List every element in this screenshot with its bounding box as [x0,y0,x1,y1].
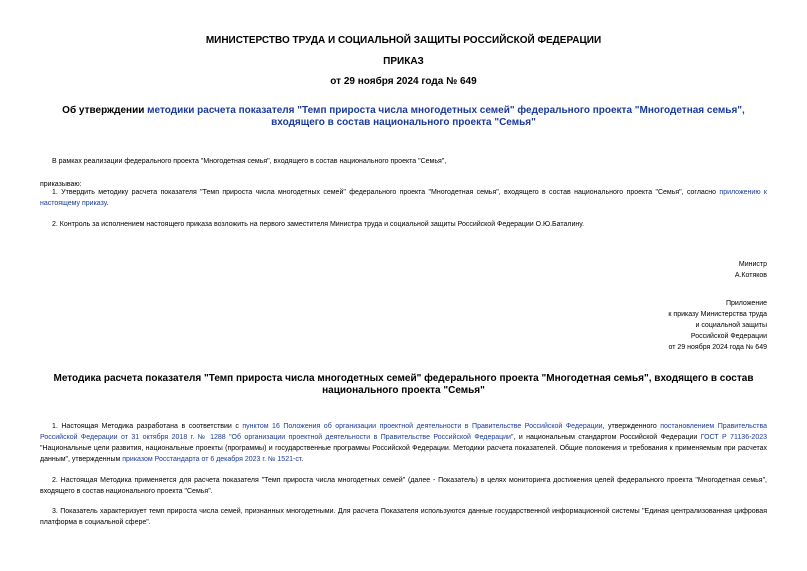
signature-name: А.Котяков [734,272,767,279]
paragraph-text: 1. Настоящая Методика разработана в соответствии с [52,423,243,430]
methodology-paragraph-3: 3. Показатель характеризует темп прироста числа семей, признанных многодетными. Для расчета Показателя используются данные государственной информационной системы "Единая централизованная цифровая платформа в социальной сфере". [40,508,767,526]
ministry-heading: МИНИСТЕРСТВО ТРУДА И СОЦИАЛЬНОЙ ЗАЩИТЫ РОССИЙСКОЙ ФЕДЕРАЦИИ [205,35,602,46]
appendix-line: Российской Федерации [690,333,767,340]
regulation-link[interactable]: пунктом 16 Положения об организации проектной деятельности в Правительстве Российской Федерации [242,423,603,430]
signature-block [735,259,767,281]
intro-paragraph: В рамках реализации федерального проекта "Многодетная семья", входящего в состав национального проекта "Семья", [52,158,447,165]
order-title [40,105,767,129]
order-heading: ПРИКАЗ [383,56,424,67]
appendix-link[interactable]: приложению к настоящему приказу [40,189,767,207]
appendix-line: и социальной защиты [695,322,767,329]
order-item-1 [40,187,767,209]
appendix-line: к приказу Министерства труда [668,311,767,318]
appendix-block [668,298,767,353]
paragraph-text: , и национальным стандартом Российской Федерации [513,434,701,441]
rosstandart-order-link[interactable]: приказом Росстандарта от 6 декабря 2023 г. № 1521-ст [122,456,302,463]
paragraph-text: "Национальные цели развития, национальные проекты (программы) и государственные программы Российской Федерации. Методики расчета показателей. Общие положения и требования к применяемым при расчетах данным", утвержденным [40,445,767,463]
order-item-1-end: . [106,200,109,207]
order-date-number: от 29 ноября 2024 года № 649 [330,76,477,87]
methodology-paragraph-2: 2. Настоящая Методика применяется для расчета показателя "Темп прироста числа многодетных семей" (далее - Показатель) в целях мониторинга достижения целей федерального проекта "Многодетная семья", входящего в состав национального проекта "Семья". [40,477,767,495]
order-title-prefix: Об утверждении [62,105,148,116]
prikazyvayu-label: приказываю: [40,181,82,188]
order-item-2: 2. Контроль за исполнением настоящего приказа возложить на первого заместителя Министра труда и социальной защиты Российской Федерации О.Ю.Баталину. [52,221,585,228]
methodology-link[interactable]: методики расчета показателя "Темп прироста числа многодетных семей" федерального проекта "Многодетная семья", входящего в состав национального проекта "Семья" [147,105,745,128]
methodology-paragraph-1 [40,421,767,465]
paragraph-text: , утвержденного [602,423,661,430]
order-item-1-text: 1. Утвердить методику расчета показателя "Темп прироста числа многодетных семей" федерального проекта "Многодетная семья", входящего в состав национального проекта "Семья", согласно [52,189,720,196]
appendix-line: от 29 ноября 2024 года № 649 [668,344,767,351]
gost-link[interactable]: ГОСТ Р 71136-2023 [700,434,767,441]
paragraph-text: . [301,456,304,463]
methodology-title: Методика расчета показателя "Темп прироста числа многодетных семей" федерального проекта "Многодетная семья", входящего в состав национального проекта "Семья" [53,373,754,396]
government-decree-link[interactable]: постановлением Правительства Российской Федерации от 31 октября 2018 г. № 1288 "Об организации проектной деятельности в Правительстве Российской Федерации" [40,423,767,441]
signature-role: Министр [738,261,767,268]
appendix-line: Приложение [725,300,767,307]
